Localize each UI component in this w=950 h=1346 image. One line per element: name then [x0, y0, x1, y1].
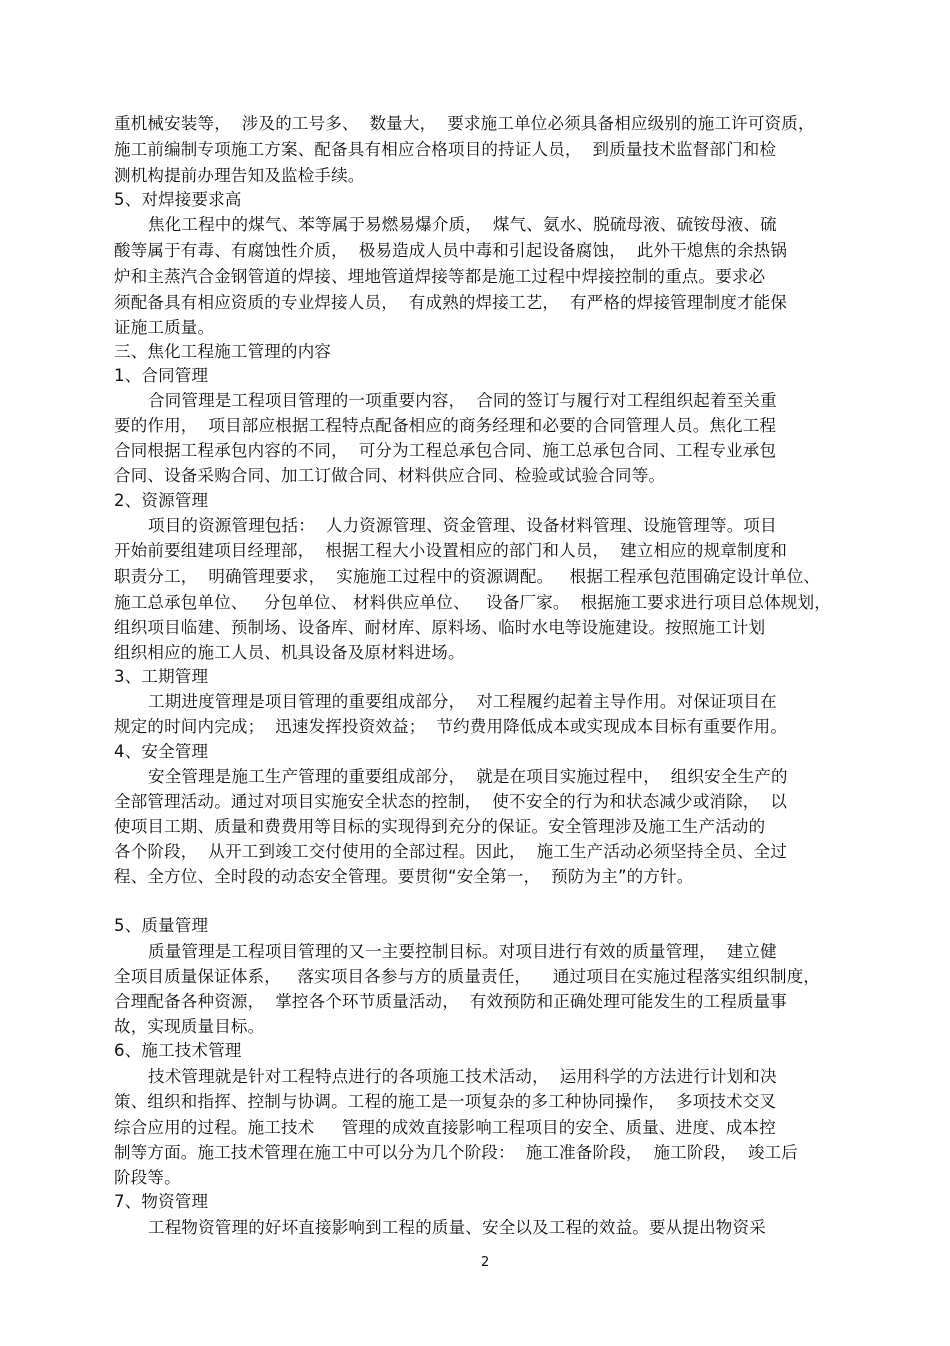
text-line: 焦化工程中的煤气、苯等属于易燃易爆介质， 煤气、氨水、脱硫母液、硫铵母液、硫: [148, 215, 777, 234]
section-heading: 5、质量管理: [114, 916, 209, 935]
text-line: 合同根据工程承包内容的不同， 可分为工程总承包合同、施工总承包合同、工程专业承包: [114, 441, 777, 460]
section-heading: 7、物资管理: [114, 1192, 209, 1211]
section-heading: 6、施工技术管理: [114, 1041, 242, 1060]
chapter-heading: 三、焦化工程施工管理的内容: [114, 342, 332, 361]
text-line: 施工前编制专项施工方案、配备具有相应合格项目的持证人员， 到质量技术监督部门和检: [114, 140, 777, 159]
section-heading: 5、对焊接要求高: [114, 190, 242, 209]
text-line: 工程物资管理的好坏直接影响到工程的质量、安全以及工程的效益。要从提出物资采: [148, 1218, 766, 1237]
text-line: 安全管理是施工生产管理的重要组成部分， 就是在项目实施过程中， 组织安全生产的: [148, 767, 788, 786]
text-line: 证施工质量。: [114, 318, 215, 337]
text-line: 各个阶段， 从开工到竣工交付使用的全部过程。因此， 施工生产活动必须坚持全员、全过: [114, 842, 788, 861]
text-line: 职责分工， 明确管理要求， 实施施工过程中的资源调配。 根据工程承包范围确定设计单位、: [114, 567, 821, 586]
text-line: 合理配备各种资源， 掌控各个环节质量活动， 有效预防和正确处理可能发生的工程质量事: [114, 992, 788, 1011]
section-heading: 1、合同管理: [114, 366, 209, 385]
text-line: 故，实现质量目标。: [114, 1017, 265, 1036]
text-line: 炉和主蒸汽合金钢管道的焊接、埋地管道焊接等都是施工过程中焊接控制的重点。要求必: [114, 267, 766, 286]
text-line: 规定的时间内完成； 迅速发挥投资效益； 节约费用降低成本或实现成本目标有重要作用。: [114, 717, 788, 736]
section-heading: 4、安全管理: [114, 742, 209, 761]
text-line: 全项目质量保证体系， 落实项目各参与方的质量责任， 通过项目在实施过程落实组织制度，: [114, 967, 821, 986]
text-line: 施工总承包单位、 分包单位、 材料供应单位、 设备厂家。 根据施工要求进行项目总体规划，: [114, 593, 832, 612]
text-line: 质量管理是工程项目管理的又一主要控制目标。对项目进行有效的质量管理， 建立健: [148, 942, 777, 961]
text-line: 重机械安装等， 涉及的工号多、 数量大， 要求施工单位必须具备相应级别的施工许可资质，: [114, 114, 815, 133]
text-line: 酸等属于有毒、有腐蚀性介质， 极易造成人员中毒和引起设备腐蚀， 此外干熄焦的余热锅: [114, 241, 788, 260]
text-line: 合同管理是工程项目管理的一项重要内容， 合同的签订与履行对工程组织起着至关重: [148, 391, 777, 410]
text-line: 组织相应的施工人员、机具设备及原材料进场。: [114, 643, 465, 662]
text-line: 须配备具有相应资质的专业焊接人员， 有成熟的焊接工艺， 有严格的焊接管理制度才能保: [114, 293, 788, 312]
text-line: 组织项目临建、预制场、设备库、耐材库、原料场、临时水电等设施建设。按照施工计划: [114, 618, 766, 637]
text-line: 合同、设备采购合同、加工订做合同、材料供应合同、检验或试验合同等。: [114, 466, 666, 485]
section-heading: 2、资源管理: [114, 491, 209, 510]
text-line: 使项目工期、质量和费费用等目标的实现得到充分的保证。安全管理涉及施工生产活动的: [114, 817, 766, 836]
text-line: 综合应用的过程。施工技术 管理的成效直接影响工程项目的安全、质量、进度、成本控: [114, 1118, 776, 1137]
text-line: 测机构提前办理告知及监检手续。: [114, 166, 365, 185]
text-line: 工期进度管理是项目管理的重要组成部分， 对工程履约起着主导作用。对保证项目在: [148, 692, 777, 711]
text-line: 策、组织和指挥、控制与协调。工程的施工是一项复杂的多工种协同操作， 多项技术交叉: [114, 1092, 777, 1111]
text-line: 要的作用， 项目部应根据工程特点配备相应的商务经理和必要的合同管理人员。焦化工程: [114, 416, 777, 435]
text-line: 全部管理活动。通过对项目实施安全状态的控制， 使不安全的行为和状态减少或消除， 以: [114, 792, 788, 811]
text-line: 开始前要组建项目经理部， 根据工程大小设置相应的部门和人员， 建立相应的规章制度和: [114, 541, 788, 560]
page-number: 2: [481, 1255, 490, 1270]
section-heading: 3、工期管理: [114, 667, 209, 686]
text-line: 制等方面。施工技术管理在施工中可以分为几个阶段： 施工准备阶段， 施工阶段， 竣工后: [114, 1143, 798, 1162]
text-line: 技术管理就是针对工程特点进行的各项施工技术活动， 运用科学的方法进行计划和决: [148, 1067, 777, 1086]
text-line: 项目的资源管理包括： 人力资源管理、资金管理、设备材料管理、设施管理等。项目: [148, 516, 777, 535]
text-line: 阶段等。: [114, 1168, 181, 1187]
text-line: 程、全方位、全时段的动态安全管理。要贯彻“安全第一， 预防为主”的方针。: [114, 867, 694, 886]
